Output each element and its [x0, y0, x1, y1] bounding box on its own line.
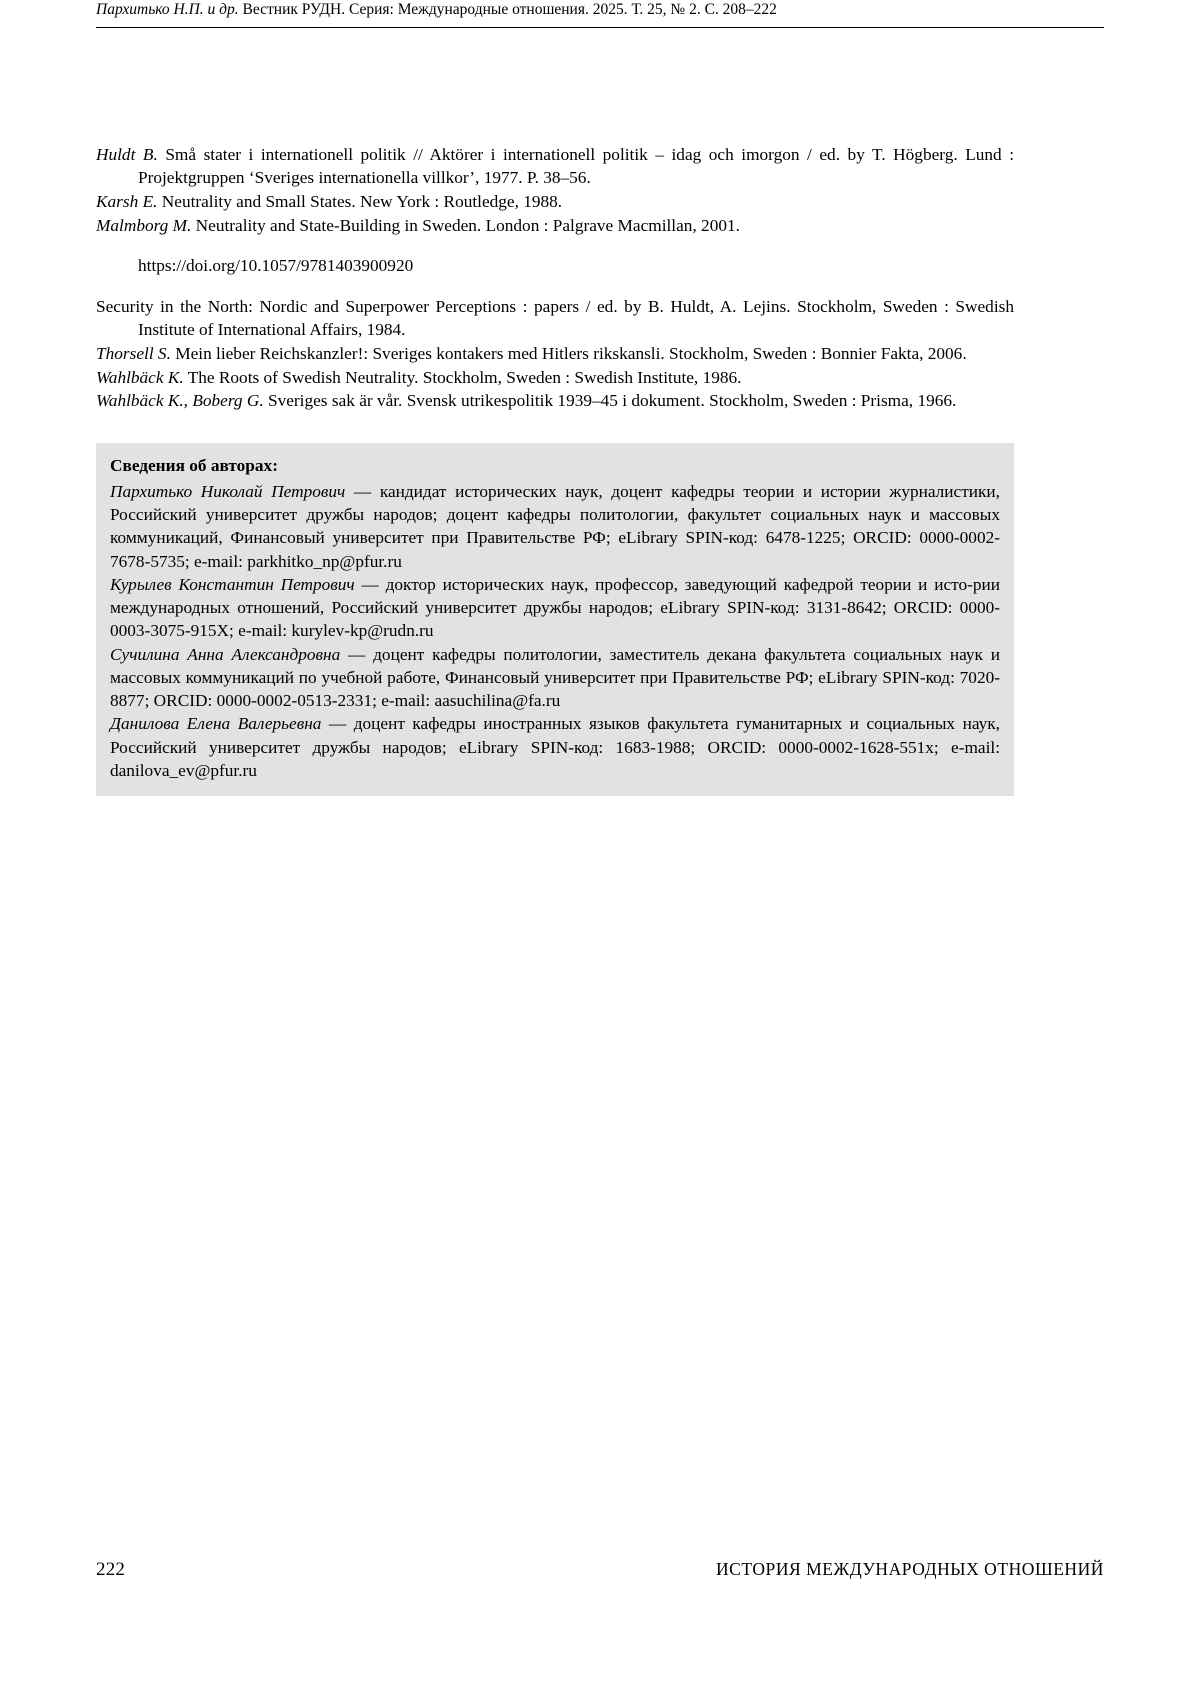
reference-author: Karsh E. [96, 192, 158, 211]
reference-item [96, 214, 1014, 237]
author-name: Данилова Елена Валерьевна [110, 714, 322, 734]
author-details: — доцент кафедры политологии, заместитель декана факультета социальных наук и массовых коммуникаций по учебной работе, Финансовый университет при Правительстве РФ; eLibrary SPIN-код: 7020-8877; ORCID: 0000-0002-0513-2331; e-mail: aasuchilina@fa.ru [110, 644, 1000, 711]
reference-item [96, 143, 1014, 190]
authors-info-heading: Сведения об авторах: [110, 455, 278, 475]
reference-doi: https://doi.org/10.1057/9781403900920 [138, 256, 414, 276]
author-name: Пархитько Николай Петрович [110, 481, 346, 501]
running-head-journal: Вестник РУДН. Серия: Международные отношения. 2025. Т. 25, № 2. С. 208–222 [238, 1, 777, 18]
running-head [0, 0, 1200, 20]
page-number: 222 [96, 1559, 126, 1580]
references-list [96, 143, 1014, 413]
reference-text: The Roots of Swedish Neutrality. Stockholm, Sweden : Swedish Institute, 1986. [183, 367, 742, 387]
reference-author: Thorsell S. [96, 343, 171, 363]
authors-info-box [96, 443, 1014, 797]
reference-author: Huldt B. [96, 145, 158, 164]
reference-author: Malmborg M. [96, 215, 192, 235]
reference-text: Mein lieber Reichskanzler!: Sveriges kontakers med Hitlers rikskansli. Stockholm, Sweden : Bonnier Fakta, 2006. [170, 343, 967, 363]
author-entry [110, 480, 1000, 573]
author-entry [110, 573, 1000, 643]
author-name: Сучилина Анна Александровна [110, 644, 341, 664]
author-entry [110, 712, 1000, 782]
header-divider [96, 27, 1104, 28]
reference-text: Sveriges sak är vår. Svensk utrikespolitik 1939–45 i dokument. Stockholm, Sweden : Prisma, 1966. [263, 391, 957, 411]
page-footer [0, 1559, 1200, 1581]
reference-item [96, 366, 1014, 389]
author-entry [110, 643, 1000, 713]
reference-author: Wahlbäck K. [96, 367, 184, 387]
reference-item [96, 190, 1014, 213]
reference-item [96, 389, 1014, 412]
author-details: — доцент кафедры иностранных языков факультета гуманитарных и социальных наук, Российский университет дружбы народов; eLibrary SPIN-код: 1683-1988; ORCID: 0000-0002-1628-551x; e-mail: danilova_ev@pfur.ru [110, 714, 1000, 780]
reference-text: Små stater i internationell politik // Aktörer i internationell politik – idag och imorgon / ed. by T. Högberg. Lund : Projektgruppen ‘Sveriges internationella villkor’, 1977. P. 38–56. [138, 145, 1015, 188]
footer-section-title: ИСТОРИЯ МЕЖДУНАРОДНЫХ ОТНОШЕНИЙ [715, 1559, 1104, 1579]
page-body [96, 143, 1014, 796]
reference-text: Neutrality and State-Building in Sweden. London : Palgrave Macmillan, 2001. [191, 215, 740, 235]
author-details: — доктор исторических наук, профессор, заведующий кафедрой теории и исто-рии международных отношений, Российский университет дружбы народов; eLibrary SPIN-код: 3131-8642; ORCID: 0000-0003-3075-915X; e-mail: kurylev-kp@rudn.ru [110, 574, 1000, 641]
reference-text: Neutrality and Small States. New York : Routledge, 1988. [157, 192, 563, 211]
reference-text: Security in the North: Nordic and Superpower Perceptions : papers / ed. by B. Huldt, A. Lejins. Stockholm, Sweden : Swedish Institute of International Affairs, 1984. [96, 296, 1014, 340]
author-name: Курылев Константин Петрович [110, 574, 355, 594]
reference-item [96, 342, 1014, 365]
reference-author: Wahlbäck K., Boberg G. [96, 391, 264, 411]
reference-item [96, 295, 1014, 342]
running-head-authors: Пархитько Н.П. и др. [96, 1, 239, 18]
author-details: — кандидат исторических наук, доцент кафедры теории и истории журналистики, Российский университет дружбы народов; доцент кафедры политологии, факультет социальных наук и массовых коммуникаций, Финансовый университет при Правительстве РФ; eLibrary SPIN-код: 6478-1225; ORCID: 0000-0002-7678-5735; e-mail: parkhitko_np@pfur.ru [110, 481, 1000, 571]
header-rule-wrap [0, 27, 1200, 28]
